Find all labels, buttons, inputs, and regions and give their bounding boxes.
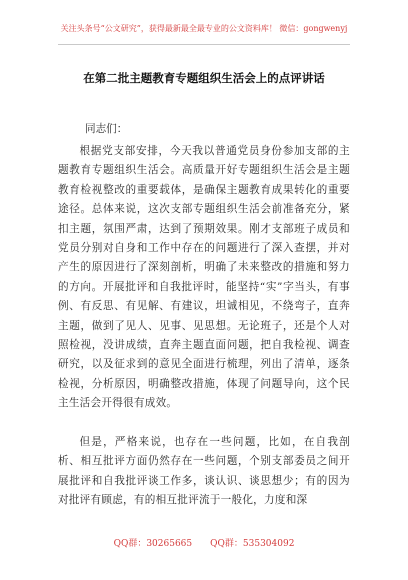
- header-divider: [58, 44, 350, 45]
- footer-contact-text: QQ群：30265665 QQ群：535304092: [113, 539, 295, 549]
- header-promo-text: 关注头条号“公文研究”，获得最新最全最专业的公文资料库！ 微信：gongwenyj: [60, 24, 348, 33]
- body-paragraph-1: 根据党支部安排，今天我以普通党员身份参加支部的主题教育专题组织生活会。高质量开好专题组织生活会是主题教育检视整改的重要载体，是确保主题教育成果转化的重要途径。总体来说，这次支部专题组织生活会前准备充分，紧扣主题，氛围严肃，达到了预期效果。刚才支部班子成员和党员分别对自身和工作中存在的问题进行了深入查摆，并对产生的原因进行了深刻剖析，明确了未来整改的措施和努力的方向。开展批评和自我批评时，能坚持“实”字当头，有事例、有反思、有见解、有建议，坦诚相见，不绕弯子，直奔主题，做到了见人、见事、见思想。无论班子，还是个人对照检视，没讲成绩，直奔主题直面问题，把自我检视、调查研究，以及征求到的意见全面进行梳理，列出了清单，逐条检视，分析原因，明确整改措施，体现了问题导向，这个民主生活会开得很有成效。: [58, 145, 350, 410]
- document-title: 在第二批主题教育专题组织生活会上的点评讲话: [83, 71, 325, 85]
- body-paragraph-2: 但是，严格来说，也存在一些问题，比如，在自我剖析、相互批评方面仍然存在一些问题，个别支部委员之间开展批评和自我批评谈工作多，谈认识、谈思想少；有的因为对批评有顾虑，有的相互批评流于一般化，力度和深: [58, 436, 350, 507]
- salutation: 同志们：: [85, 123, 128, 135]
